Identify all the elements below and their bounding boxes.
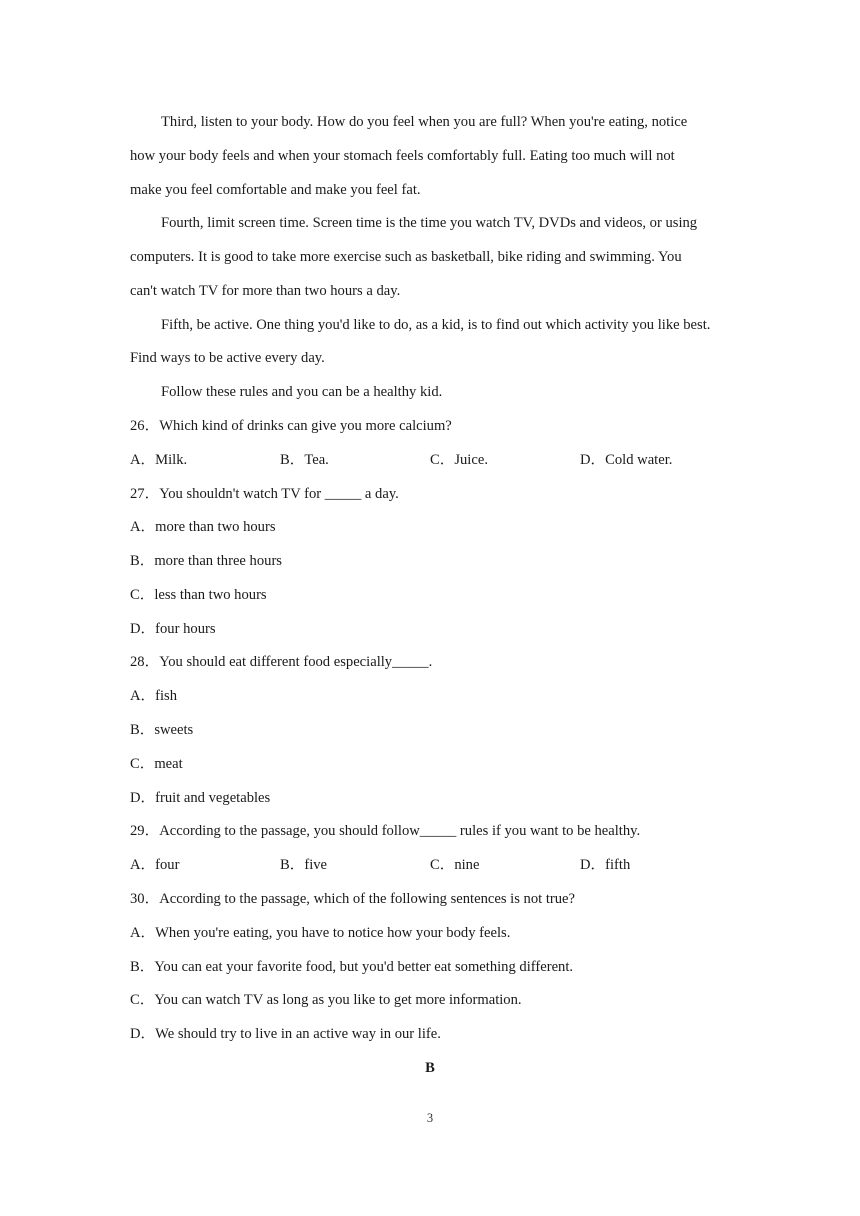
- passage-line: can't watch TV for more than two hours a day.: [130, 283, 401, 299]
- passage-line: Fourth, limit screen time. Screen time is the time you watch TV, DVDs and videos, or using: [161, 215, 698, 231]
- section-heading: B: [425, 1060, 435, 1076]
- option-26-a: A．Milk.: [130, 452, 188, 468]
- option-28-d: D．fruit and vegetables: [130, 790, 271, 806]
- option-30-c: C．You can watch TV as long as you like to get more information.: [130, 992, 522, 1008]
- passage-line: computers. It is good to take more exercise such as basketball, bike riding and swimming. You: [130, 249, 682, 265]
- passage-line: Follow these rules and you can be a healthy kid.: [161, 384, 443, 400]
- option-30-a: A．When you're eating, you have to notice how your body feels.: [130, 925, 511, 941]
- option-28-c: C．meat: [130, 756, 183, 772]
- option-29-b: B．five: [280, 857, 328, 873]
- option-28-a: A．fish: [130, 688, 178, 704]
- option-29-d: D．fifth: [580, 857, 631, 873]
- page-number: 3: [426, 1111, 434, 1125]
- option-28-b: B．sweets: [130, 722, 194, 738]
- passage-line: Third, listen to your body. How do you feel when you are full? When you're eating, notice: [161, 114, 688, 130]
- question-stem-30: 30．According to the passage, which of the following sentences is not true?: [130, 891, 575, 907]
- option-26-c: C．Juice.: [430, 452, 488, 468]
- question-stem-28: 28．You should eat different food especially_____.: [130, 654, 433, 670]
- question-stem-27: 27．You shouldn't watch TV for _____ a day.: [130, 486, 399, 502]
- passage-line: Find ways to be active every day.: [130, 350, 325, 366]
- option-27-d: D．four hours: [130, 621, 216, 637]
- option-26-d: D．Cold water.: [580, 452, 673, 468]
- option-30-b: B．You can eat your favorite food, but you'd better eat something different.: [130, 959, 574, 975]
- option-27-b: B．more than three hours: [130, 553, 282, 569]
- option-27-a: A．more than two hours: [130, 519, 276, 535]
- passage-line: Fifth, be active. One thing you'd like to do, as a kid, is to find out which activity you like best.: [161, 317, 711, 333]
- passage-line: how your body feels and when your stomach feels comfortably full. Eating too much will not: [130, 148, 675, 164]
- passage-line: make you feel comfortable and make you feel fat.: [130, 182, 421, 198]
- question-stem-29: 29．According to the passage, you should follow_____ rules if you want to be healthy.: [130, 823, 641, 839]
- option-29-a: A．four: [130, 857, 180, 873]
- option-30-d: D．We should try to live in an active way in our life.: [130, 1026, 441, 1042]
- option-27-c: C．less than two hours: [130, 587, 267, 603]
- option-29-c: C．nine: [430, 857, 480, 873]
- option-26-b: B．Tea.: [280, 452, 329, 468]
- question-stem-26: 26．Which kind of drinks can give you more calcium?: [130, 418, 452, 434]
